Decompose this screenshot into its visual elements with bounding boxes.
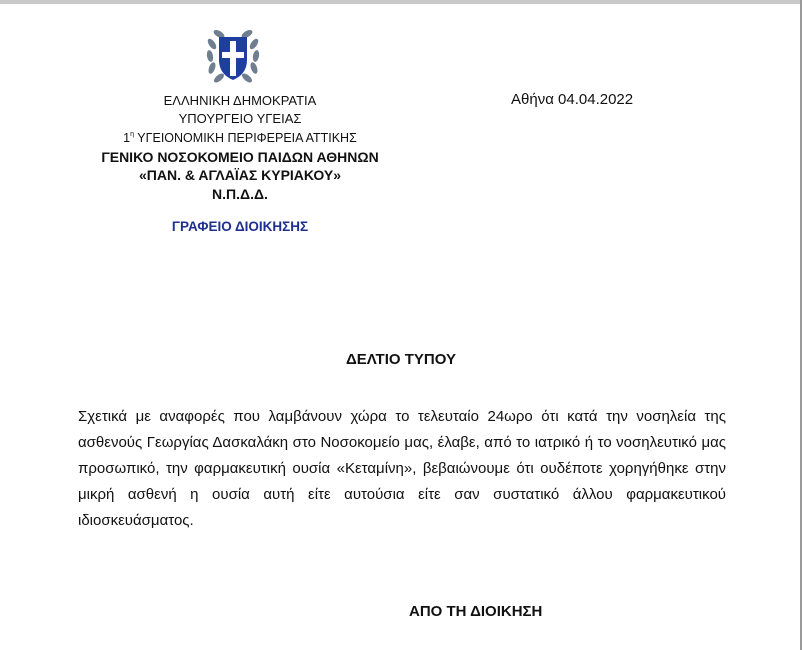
region-superscript: η [130, 131, 135, 138]
hospital-legal-form: Ν.Π.Δ.Δ. [212, 186, 268, 202]
office-name: ΓΡΑΦΕΙΟ ΔΙΟΙΚΗΣΗΣ [171, 219, 309, 234]
region-number: 1 [123, 131, 131, 145]
header-region [75, 130, 405, 146]
window-top-edge [0, 0, 802, 4]
signature: ΑΠΟ ΤΗ ΔΙΟΙΚΗΣΗ [409, 603, 543, 620]
greek-coat-of-arms-icon [201, 24, 265, 88]
header-country: ΕΛΛΗΝΙΚΗ ΔΗΜΟΚΡΑΤΙΑ [163, 93, 317, 108]
header-ministry: ΥΠΟΥΡΓΕΙΟ ΥΓΕΙΑΣ [178, 111, 302, 126]
press-release-body: Σχετικά με αναφορές που λαμβάνουν χώρα το τελευταίο 24ωρο ότι κατά την νοσηλεία της ασθενούς Γεωργίας Δασκαλάκη στο Νοσοκομείο μας, έλαβε, από το ιατρικό ή το νοσηλευτικό μας προσωπικό, την φαρμακευτική ουσία «Κεταμίνη», βεβαιώνουμε ότι ουδέποτε χορηγήθηκε στην μικρή ασθενή η ουσία αυτή είτε αυτούσια είτε σαν συστατικό άλλου φαρμακευτικού ιδιοσκευάσματος. [78, 408, 726, 529]
region-name: ΥΓΕΙΟΝΟΜΙΚΗ ΠΕΡΙΦΕΡΕΙΑ ΑΤΤΙΚΗΣ [134, 131, 357, 145]
hospital-name: ΓΕΝΙΚΟ ΝΟΣΟΚΟΜΕΙΟ ΠΑΙΔΩΝ ΑΘΗΝΩΝ [101, 149, 379, 165]
press-release-title: ΔΕΛΤΙΟ ΤΥΠΟΥ [346, 351, 456, 368]
hospital-name-secondary: «ΠΑΝ. & ΑΓΛΑΪΑΣ ΚΥΡΙΑΚΟΥ» [139, 167, 341, 183]
document-date: Αθήνα 04.04.2022 [511, 91, 634, 108]
